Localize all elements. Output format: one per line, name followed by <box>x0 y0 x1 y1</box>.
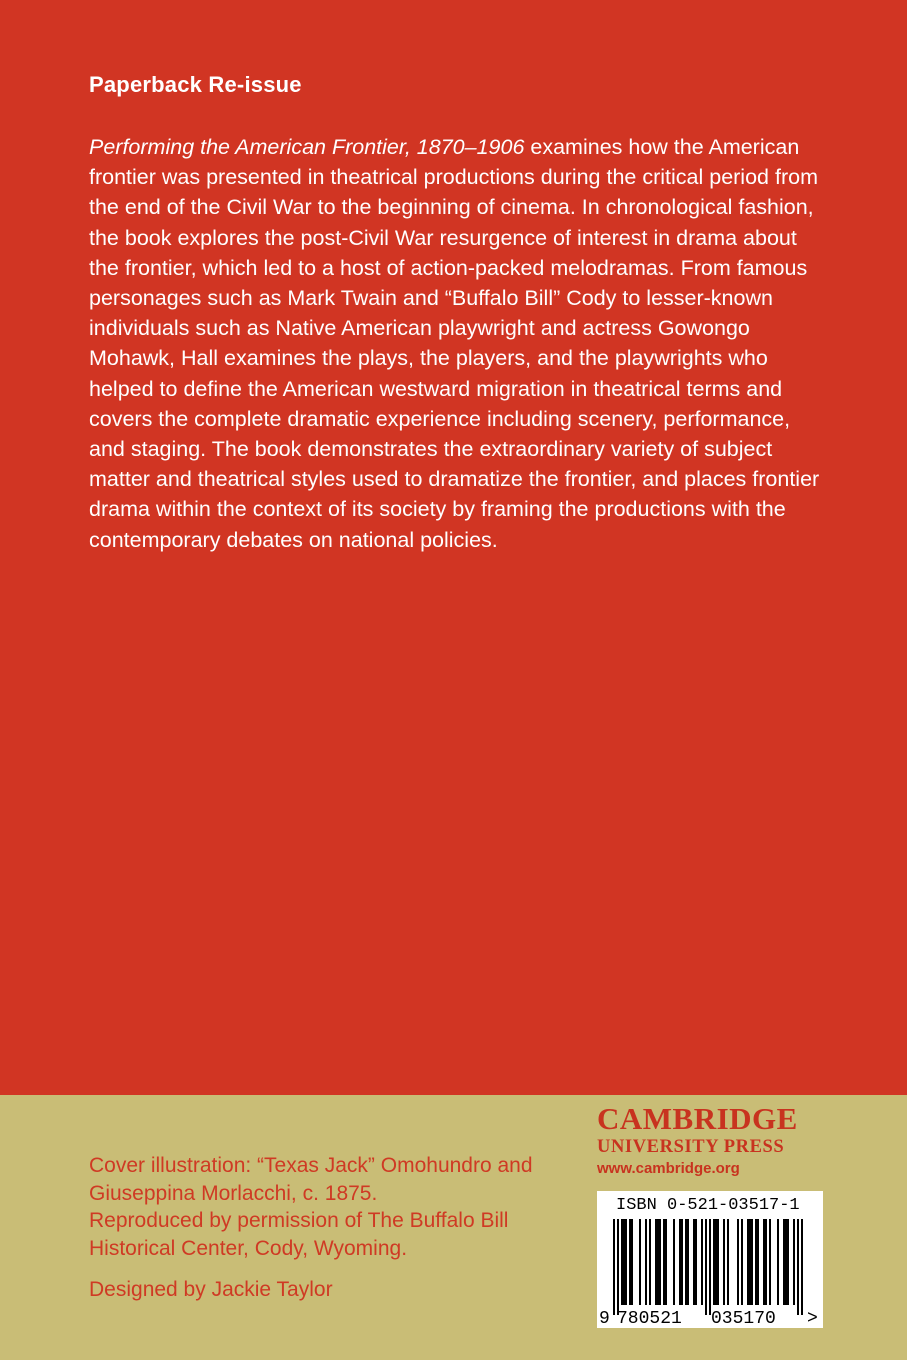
book-title: Performing the American Frontier, 1870–1906 <box>89 135 525 159</box>
barcode-bar <box>793 1219 795 1305</box>
barcode-bar <box>685 1219 687 1305</box>
barcode-bar <box>621 1219 623 1305</box>
barcode-bar <box>777 1219 779 1305</box>
barcode-bar <box>785 1219 787 1305</box>
barcode-bar <box>631 1219 633 1305</box>
barcode-bar <box>787 1219 789 1305</box>
designer-credit: Designed by Jackie Taylor <box>89 1278 333 1301</box>
publisher-url: www.cambridge.org <box>597 1160 740 1177</box>
barcode-bar <box>723 1219 725 1305</box>
barcode-bar <box>649 1219 651 1305</box>
barcode-digits-left: 780521 <box>617 1309 682 1328</box>
cover-credits <box>89 1152 539 1262</box>
barcode-bar <box>751 1219 753 1305</box>
barcode-graphic <box>597 1191 823 1328</box>
barcode-bar <box>645 1219 647 1305</box>
barcode-bar <box>737 1219 739 1305</box>
barcode-bar <box>655 1219 657 1305</box>
barcode-bar <box>695 1219 697 1305</box>
barcode-bar <box>797 1219 799 1315</box>
barcode-bar <box>673 1219 675 1305</box>
barcode-bar <box>681 1219 683 1305</box>
publisher-subtitle: UNIVERSITY PRESS <box>597 1137 785 1157</box>
barcode-bar <box>727 1219 729 1305</box>
barcode-bar <box>639 1219 641 1305</box>
barcode-bar <box>717 1219 719 1305</box>
cover-illustration-credit: Cover illustration: “Texas Jack” Omohundro and Giuseppina Morlacchi, c. 1875. <box>89 1154 533 1205</box>
barcode-bar <box>659 1219 661 1305</box>
barcode-trail-mark: > <box>807 1309 818 1328</box>
barcode-bar <box>783 1219 785 1305</box>
barcode-bar <box>663 1219 665 1305</box>
barcode-bar <box>687 1219 689 1305</box>
barcode-bar <box>657 1219 659 1305</box>
barcode-bar <box>747 1219 749 1305</box>
permission-credit: Reproduced by permission of The Buffalo Bill Historical Center, Cody, Wyoming. <box>89 1209 509 1260</box>
barcode-bar <box>625 1219 627 1305</box>
barcode-bar <box>715 1219 717 1305</box>
barcode-bar <box>623 1219 625 1305</box>
book-description <box>89 132 825 555</box>
barcode-bar <box>665 1219 667 1305</box>
barcode-bar <box>705 1219 707 1315</box>
barcode-bar <box>713 1219 715 1305</box>
isbn-number: ISBN 0-521-03517-1 <box>616 1196 800 1215</box>
barcode-bar <box>801 1219 803 1315</box>
barcode-bar <box>757 1219 759 1305</box>
barcode-bar <box>613 1219 615 1315</box>
barcode-bar <box>755 1219 757 1305</box>
barcode-bar <box>693 1219 695 1305</box>
description-text: examines how the American frontier was presented in theatrical productions during the critical period from the end of the Civil War to the beginning of cinema. In chronological fashion, the book explores the post-Civil War resurgence of interest in drama about the frontier, which led to a host of action-packed melodramas. From famous personages such as Mark Twain and “Buffalo Bill” Cody to lesser-known individuals such as Native American playwright and actress Gowongo Mohawk, Hall examines the plays, the players, and the playwrights who helped to define the American westward migration in theatrical terms and covers the complete dramatic experience including scenery, performance, and staging. The book demonstrates the extraordinary variety of subject matter and theatrical styles used to dramatize the frontier, and places frontier drama within the context of its society by framing the productions with the contemporary debates on national policies. <box>89 135 820 552</box>
publisher-logo <box>597 1102 827 1180</box>
reissue-heading: Paperback Re-issue <box>89 72 302 97</box>
barcode-bars <box>613 1219 803 1315</box>
barcode-bar <box>701 1219 703 1305</box>
barcode-bar <box>741 1219 743 1305</box>
barcode-bar <box>749 1219 751 1305</box>
barcode-bar <box>769 1219 771 1305</box>
publisher-name: CAMBRIDGE <box>597 1101 798 1136</box>
barcode-bar <box>629 1219 631 1305</box>
barcode-bar <box>763 1219 765 1305</box>
barcode-lead-digit: 9 <box>599 1309 610 1328</box>
barcode-bar <box>709 1219 711 1315</box>
isbn-barcode <box>597 1191 823 1328</box>
barcode-bar <box>617 1219 619 1315</box>
barcode-bar <box>765 1219 767 1305</box>
barcode-bar <box>679 1219 681 1305</box>
barcode-digits-right: 035170 <box>711 1309 776 1328</box>
